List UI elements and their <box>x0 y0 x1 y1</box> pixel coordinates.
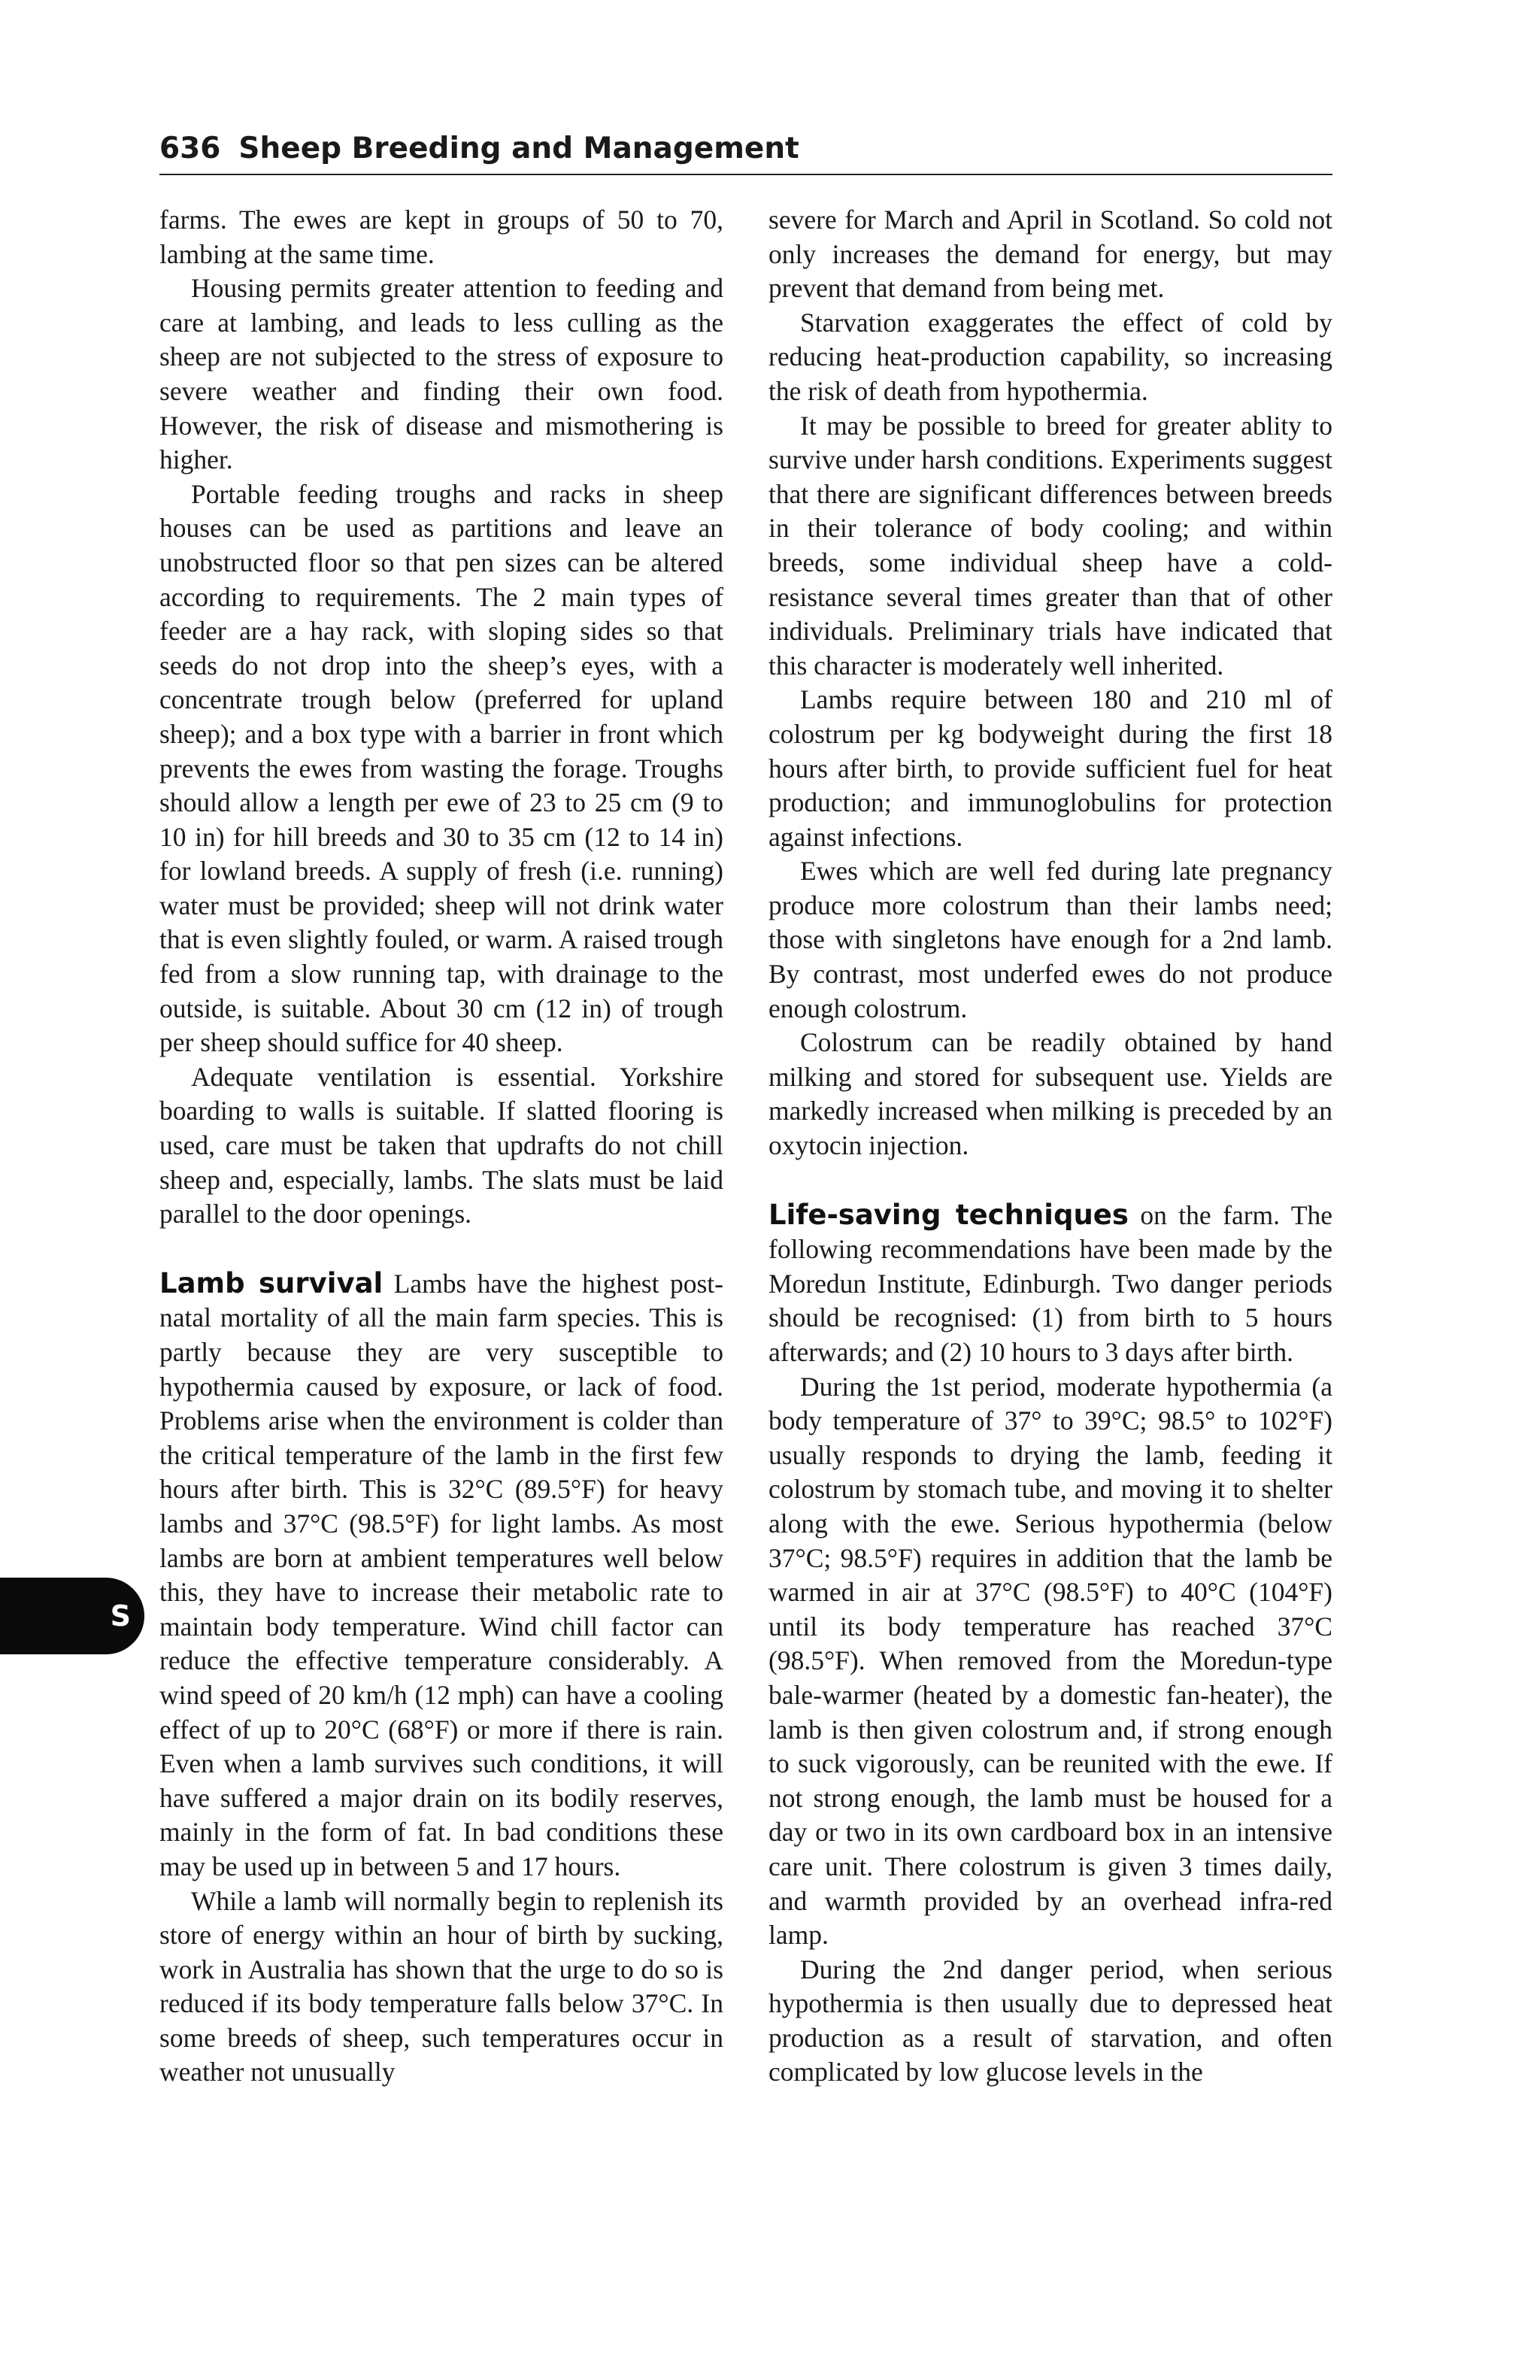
paragraph: on the farm. The following recommendations have been made by the Moredun Institute, Edinburgh. Two danger periods should be recognised: (1) from birth to 5 hours afterwards; and (2) 10 hours to 3 days after birth. <box>768 1199 1333 1367</box>
life-saving-section <box>768 1198 1332 1370</box>
left-column <box>159 203 723 2090</box>
paragraph: farms. The ewes are kept in groups of 50 to 70, lambing at the same time. <box>159 205 723 269</box>
paragraph: Ewes which are well fed during late pregnancy produce more colostrum than their lambs need; those with singletons have enough for a 2nd lamb. By contrast, most underfed ewes do not produce enough colostrum. <box>768 856 1332 1023</box>
paragraph: Lambs have the highest post-natal mortality of all the main farm species. This is partly because they are very susceptible to hypothermia caused by exposure, or lack of food. Problems arise when the environment is colder than the critical temperature of the lamb in the first few hours after birth. This is 32°C (89.5°F) for heavy lambs and 37°C (98.5°F) for light lambs. As most lambs are born at ambient temperatures well below this, they have to increase their metabolic rate to maintain body temperature. Wind chill factor can reduce the effective temperature considerably. A wind speed of 20 km/h (12 mph) can have a cooling effect of up to 20°C (68°F) or more if there is rain. Even when a lamb survives such conditions, it will have suffered a major drain on its bodily reserves, mainly in the form of fat. In bad conditions these may be used up in between 5 and 17 hours. <box>159 1268 723 1881</box>
paragraph: Starvation exaggerates the effect of cold by reducing heat-production capability, so increasing the risk of death from hypothermia. <box>768 307 1332 406</box>
header-rule <box>159 174 1332 175</box>
thumb-index-letter: S <box>110 1599 131 1633</box>
running-head <box>159 126 1332 171</box>
lamb-survival-section <box>159 1266 723 1884</box>
section-heading-life-saving: Life-saving techniques <box>768 1198 1129 1231</box>
paragraph: While a lamb will normally begin to replenish its store of energy within an hour of birth by sucking, work in Australia has shown that the urge to do so is reduced if its body temperature falls below 37°C. In some breeds of sheep, such temperatures occur in weather not unusually <box>159 1885 723 2087</box>
section-heading-lamb-survival: Lamb survival <box>159 1266 383 1299</box>
paragraph: It may be possible to breed for greater ablity to survive under harsh conditions. Experiments suggest that there are significant differences between breeds in their tolerance of body cooling; and within breeds, some individual sheep have a cold-resistance several times greater than that of other individuals. Preliminary trials have indicated that this character is moderately well inherited. <box>768 410 1332 681</box>
page-number: 636 <box>159 132 221 165</box>
thumb-index-tab <box>0 1578 144 1654</box>
paragraph: Adequate ventilation is essential. Yorkshire boarding to walls is suitable. If slatted flooring is used, care must be taken that updrafts do not chill sheep and, especially, lambs. The slats must be laid parallel to the door openings. <box>159 1061 723 1229</box>
paragraph: During the 1st period, moderate hypothermia (a body temperature of 37° to 39°C; 98.5° to 102°F) usually responds to drying the lamb, feeding it colostrum by stomach tube, and moving it to shelter along with the ewe. Serious hypothermia (below 37°C; 98.5°F) requires in addition that the lamb be warmed in air at 37°C (98.5°F) to 40°C (104°F) until its body temperature has reached 37°C (98.5°F). When removed from the Moredun-type bale-warmer (heated by a domestic fan-heater), the lamb is then given colostrum and, if strong enough to suck vigorously, can be reunited with the ewe. If not strong enough, the lamb must be housed for a day or two in its own cardboard box in an intensive care unit. There colostrum is given 3 times daily, and warmth provided by an overhead infra-red lamp. <box>768 1371 1332 1951</box>
paragraph: Housing permits greater attention to feeding and care at lambing, and leads to less culling as the sheep are not subjected to the stress of exposure to severe weather and finding their own food. However, the risk of disease and mismothering is higher. <box>159 273 723 475</box>
paragraph: Portable feeding troughs and racks in sheep houses can be used as partitions and leave an unobstructed floor so that pen sizes can be altered according to requirements. The 2 main types of feeder are a hay rack, with sloping sides so that seeds do not drop into the sheep’s eyes, with a concentrate trough below (preferred for upland sheep); and a box type with a barrier in front which prevents the ewes from wasting the forage. Troughs should allow a length per ewe of 23 to 25 cm (9 to 10 in) for hill breeds and 30 to 35 cm (12 to 14 in) for lowland breeds. A supply of fresh (i.e. running) water must be provided; sheep will not drink water that is even slightly fouled, or warm. A raised trough fed from a slow running tap, with drainage to the outside, is suitable. About 30 cm (12 in) of trough per sheep should suffice for 40 sheep. <box>159 478 723 1058</box>
paragraph: Colostrum can be readily obtained by hand milking and stored for subsequent use. Yields are markedly increased when milking is preceded by an oxytocin injection. <box>768 1027 1332 1161</box>
paragraph: During the 2nd danger period, when serious hypothermia is then usually due to depressed heat production as a result of starvation, and often complicated by low glucose levels in the <box>768 1954 1332 2087</box>
paragraph: Lambs require between 180 and 210 ml of colostrum per kg bodyweight during the first 18 hours after birth, to provide sufficient fuel for heat production; and immunoglobulins for protection against infections. <box>768 684 1332 852</box>
paragraph: severe for March and April in Scotland. So cold not only increases the demand for energy, but may prevent that demand from being met. <box>768 205 1332 304</box>
right-column <box>768 203 1332 2090</box>
book-title: Sheep Breeding and Management <box>238 132 799 165</box>
